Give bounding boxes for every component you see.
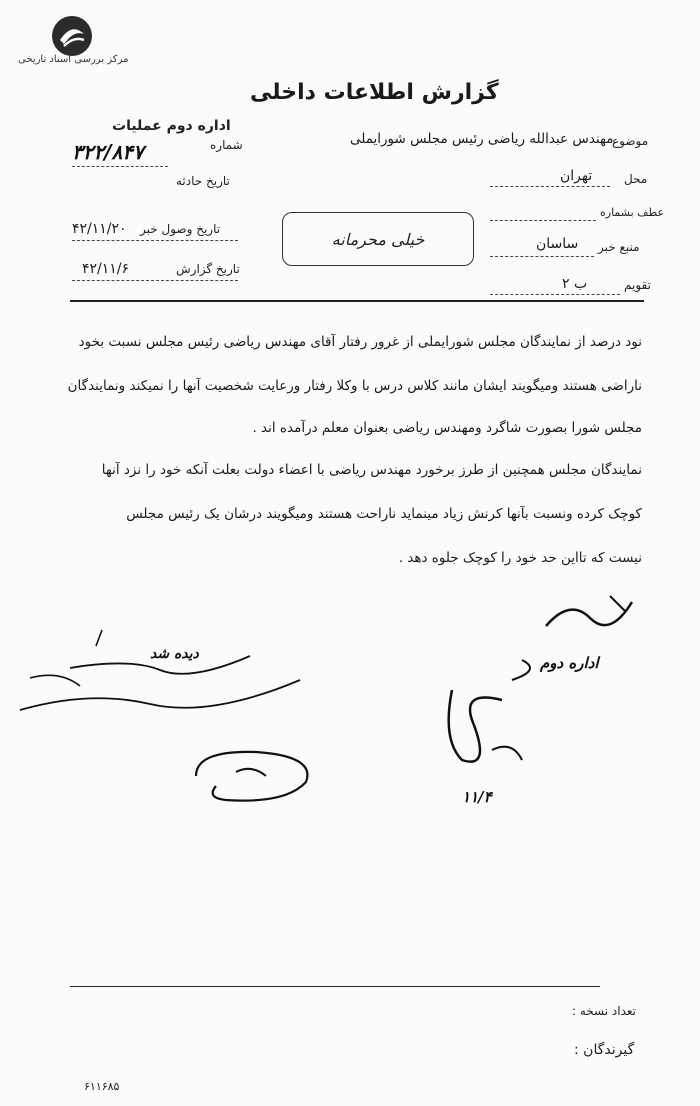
office-name: اداره دوم عملیات bbox=[112, 118, 231, 134]
number-underline bbox=[72, 166, 168, 167]
body-line: نمایندگان مجلس همچنین از طرز برخورد مهندس ریاضی با اعضاء دولت بعلت آنکه خود را نزد آنها bbox=[101, 462, 642, 478]
subject-value: مهندس عبدالله ریاضی رئیس مجلس شورایملی bbox=[350, 131, 614, 147]
rating-label: تقویم bbox=[624, 278, 651, 292]
rating-underline bbox=[490, 294, 620, 295]
header-divider bbox=[70, 300, 644, 302]
handwritten-signature-right bbox=[432, 650, 552, 810]
source-label: منبع خبر bbox=[598, 240, 640, 254]
body-line: نیست که تااین حد خود را کوچک جلوه دهد . bbox=[398, 550, 642, 566]
archive-logo-text: مرکز بررسی اسناد تاریخی bbox=[18, 54, 129, 65]
source-underline bbox=[490, 256, 594, 257]
body-line: کوچک کرده ونسبت بآنها کرنش زیاد مینماید ناراحت هستند ومیگویند درشان یک رئیس مجلس bbox=[126, 506, 642, 522]
number-label: شماره bbox=[210, 138, 243, 152]
report-date-value: ۴۲/۱۱/۶ bbox=[82, 261, 130, 277]
annotation-number: ۱۱/۴ bbox=[462, 788, 492, 806]
receipt-date-underline bbox=[72, 240, 238, 241]
place-label: محل bbox=[624, 172, 648, 186]
archive-logo-icon bbox=[50, 14, 94, 58]
handwritten-note-left bbox=[10, 620, 310, 730]
number-value: ۳۲۲/۸۴۷ bbox=[72, 140, 144, 164]
body-line: ناراضی هستند ومیگویند ایشان مانند کلاس درس با وکلا رفتار ورعایت شخصیت آنها را نمیکند ونمایندگان bbox=[67, 378, 642, 394]
receipt-date-label: تاریخ وصول خبر bbox=[140, 222, 221, 236]
following-label: عطف بشماره bbox=[600, 206, 665, 219]
body-line: نود درصد از نمایندگان مجلس شورایملی از غرور رفتار آقای مهندس ریاضی رئیس مجلس نسبت بخود bbox=[78, 334, 642, 350]
following-underline bbox=[490, 220, 596, 221]
rating-value: ب ۲ bbox=[562, 276, 588, 292]
place-value: تهران bbox=[560, 168, 593, 184]
copies-label: تعداد نسخه : bbox=[572, 1004, 637, 1018]
report-date-label: تاریخ گزارش bbox=[176, 262, 240, 276]
handwritten-signature-top bbox=[540, 588, 640, 638]
body-line: مجلس شورا بصورت شاگرد ومهندس ریاضی بعنوان معلم درآمده اند . bbox=[252, 420, 642, 436]
source-value: ساسان bbox=[536, 236, 579, 252]
handwritten-signature-circle bbox=[176, 742, 326, 812]
recipients-label: گیرندگان : bbox=[574, 1042, 635, 1058]
report-title: گزارش اطلاعات داخلی bbox=[250, 80, 499, 105]
footer-divider bbox=[70, 986, 600, 987]
report-date-underline bbox=[72, 280, 238, 281]
classification-stamp: خیلی محرمانه bbox=[282, 212, 474, 266]
receipt-date-value: ۴۲/۱۱/۲۰ bbox=[72, 221, 127, 237]
document-code: ۶۱۱۶۸۵ bbox=[84, 1080, 120, 1093]
subject-label: موضوع bbox=[612, 134, 649, 148]
place-underline bbox=[490, 186, 610, 187]
annotation-seen: دیده شد bbox=[150, 646, 199, 662]
annotation-office: اداره دوم bbox=[540, 654, 599, 672]
event-date-label: تاریخ حادثه bbox=[176, 174, 230, 188]
